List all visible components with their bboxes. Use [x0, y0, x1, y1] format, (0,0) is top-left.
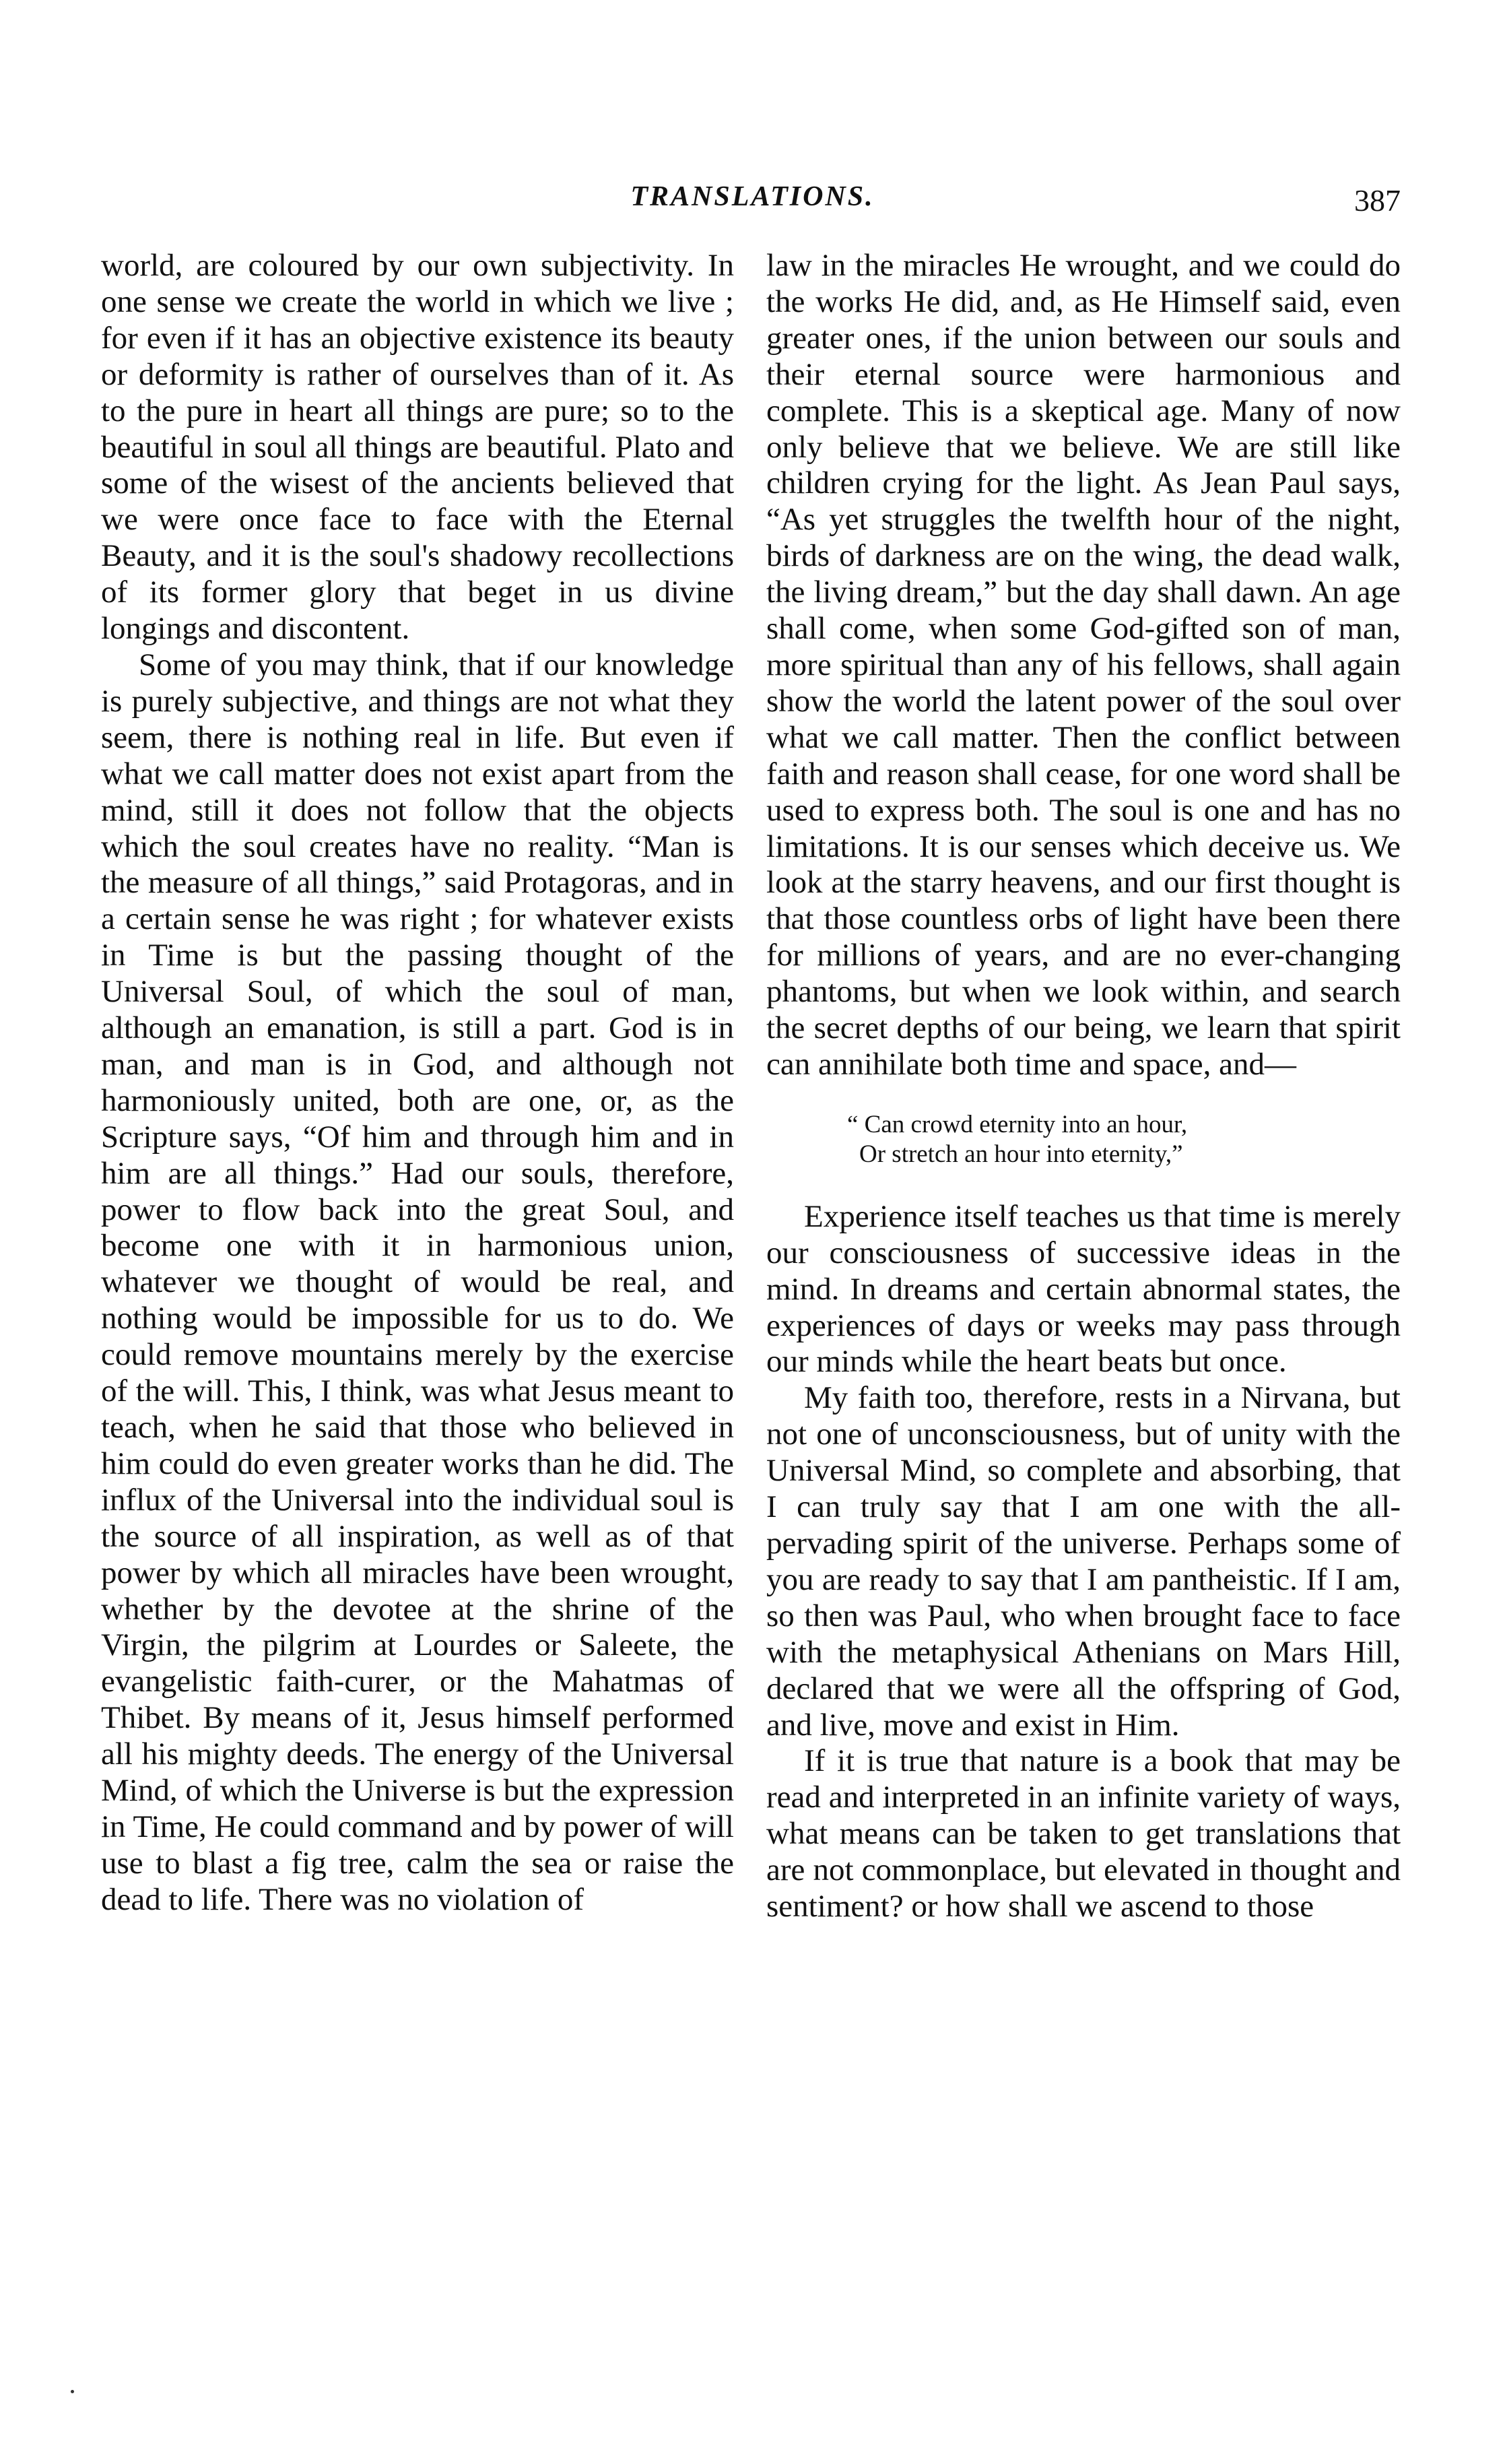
right-column [766, 248, 1401, 1925]
running-head [0, 176, 1505, 224]
paragraph-continuation: world, are coloured by our own subjectivity. In one sense we create the world in which we live ; for even if it has an objective existence its beauty or deformity is rather of ourselves than of it. As to the pure in heart all things are pure; so to the beautiful in soul all things are beautiful. Plato and some of the wisest of the ancients believed that we were once face to face with the Eternal Beauty, and it is the soul's shadowy recollections of its former glory that beget in us divine longings and discontent. [101, 248, 734, 647]
ink-speck [71, 2390, 74, 2393]
page-number: 387 [1354, 183, 1401, 218]
paragraph: Some of you may think, that if our knowledge is purely subjective, and things are not what they seem, there is nothing real in life. But even if what we call matter does not exist apart from the mind, still it does not follow that the objects which the soul creates have no reality. “Man is the measure of all things,” said Protagoras, and in a certain sense he was right ; for whatever exists in Time is but the passing thought of the Universal Soul, of which the soul of man, although an emanation, is still a part. God is in man, and man is in God, and although not harmoniously united, both are one, or, as the Scripture says, “Of him and through him and in him are all things.” Had our souls, therefore, power to flow back into the great Soul, and become one with it in harmonious union, whatever we thought of would be real, and nothing would be impossible for us to do. We could remove mountains merely by the exercise of the will. This, I think, was what Jesus meant to teach, when he said that those who believed in him could do even greater works than he did. The influx of the Universal into the individual soul is the source of all inspiration, as well as of that power by which all miracles have been wrought, whether by the devotee at the shrine of the Virgin, the pilgrim at Lourdes or Saleete, the evangelistic faith-curer, or the Mahatmas of Thibet. By means of it, Jesus himself performed all his mighty deeds. The energy of the Universal Mind, of which the Universe is but the expression in Time, He could command and by power of will use to blast a fig tree, calm the sea or raise the dead to life. There was no violation of [101, 647, 734, 1917]
verse-line: “ Can crowd eternity into an hour, [847, 1110, 1188, 1138]
paragraph: If it is true that nature is a book that may be read and interpreted in an infinite variety of ways, what means can be taken to get translations that are not commonplace, but elevated in thought and sentiment? or how shall we ascend to those [766, 1743, 1401, 1924]
paragraph: Experience itself teaches us that time is merely our consciousness of successive ideas in the mind. In dreams and certain abnormal states, the experiences of days or weeks may pass through our minds while the heart beats but once. [766, 1198, 1401, 1380]
verse-quotation [766, 1110, 1401, 1169]
paragraph-continuation: law in the miracles He wrought, and we could do the works He did, and, as He Himself said, even greater ones, if the union between our souls and their eternal source were harmonious and complete. This is a skeptical age. Many of now only believe that we believe. We are still like children crying for the light. As Jean Paul says, “As yet struggles the twelfth hour of the night, birds of darkness are on the wing, the dead walk, the living dream,” but the day shall dawn. An age shall come, when some God-gifted son of man, more spiritual than any of his fellows, shall again show the world the latent power of the soul over what we call matter. Then the conflict between faith and reason shall cease, for one word shall be used to express both. The soul is one and has no limitations. It is our senses which deceive us. We look at the starry heavens, and our first thought is that those countless orbs of light have been there for millions of years, and are no ever-changing phantoms, but when we look within, and search the secret depths of our being, we learn that spirit can annihilate both time and space, and— [766, 248, 1401, 1082]
verse-line: Or stretch an hour into eternity,” [859, 1140, 1183, 1168]
paragraph: My faith too, therefore, rests in a Nirvana, but not one of unconsciousness, but of unity with the Universal Mind, so complete and absorbing, that I can truly say that I am one with the all-pervading spirit of the universe. Perhaps some of you are ready to say that I am pantheistic. If I am, so then was Paul, who when brought face to face with the metaphysical Athenians on Mars Hill, declared that we were all the offspring of God, and live, move and exist in Him. [766, 1380, 1401, 1743]
running-head-title: TRANSLATIONS. [630, 181, 875, 212]
left-column [101, 248, 734, 1918]
